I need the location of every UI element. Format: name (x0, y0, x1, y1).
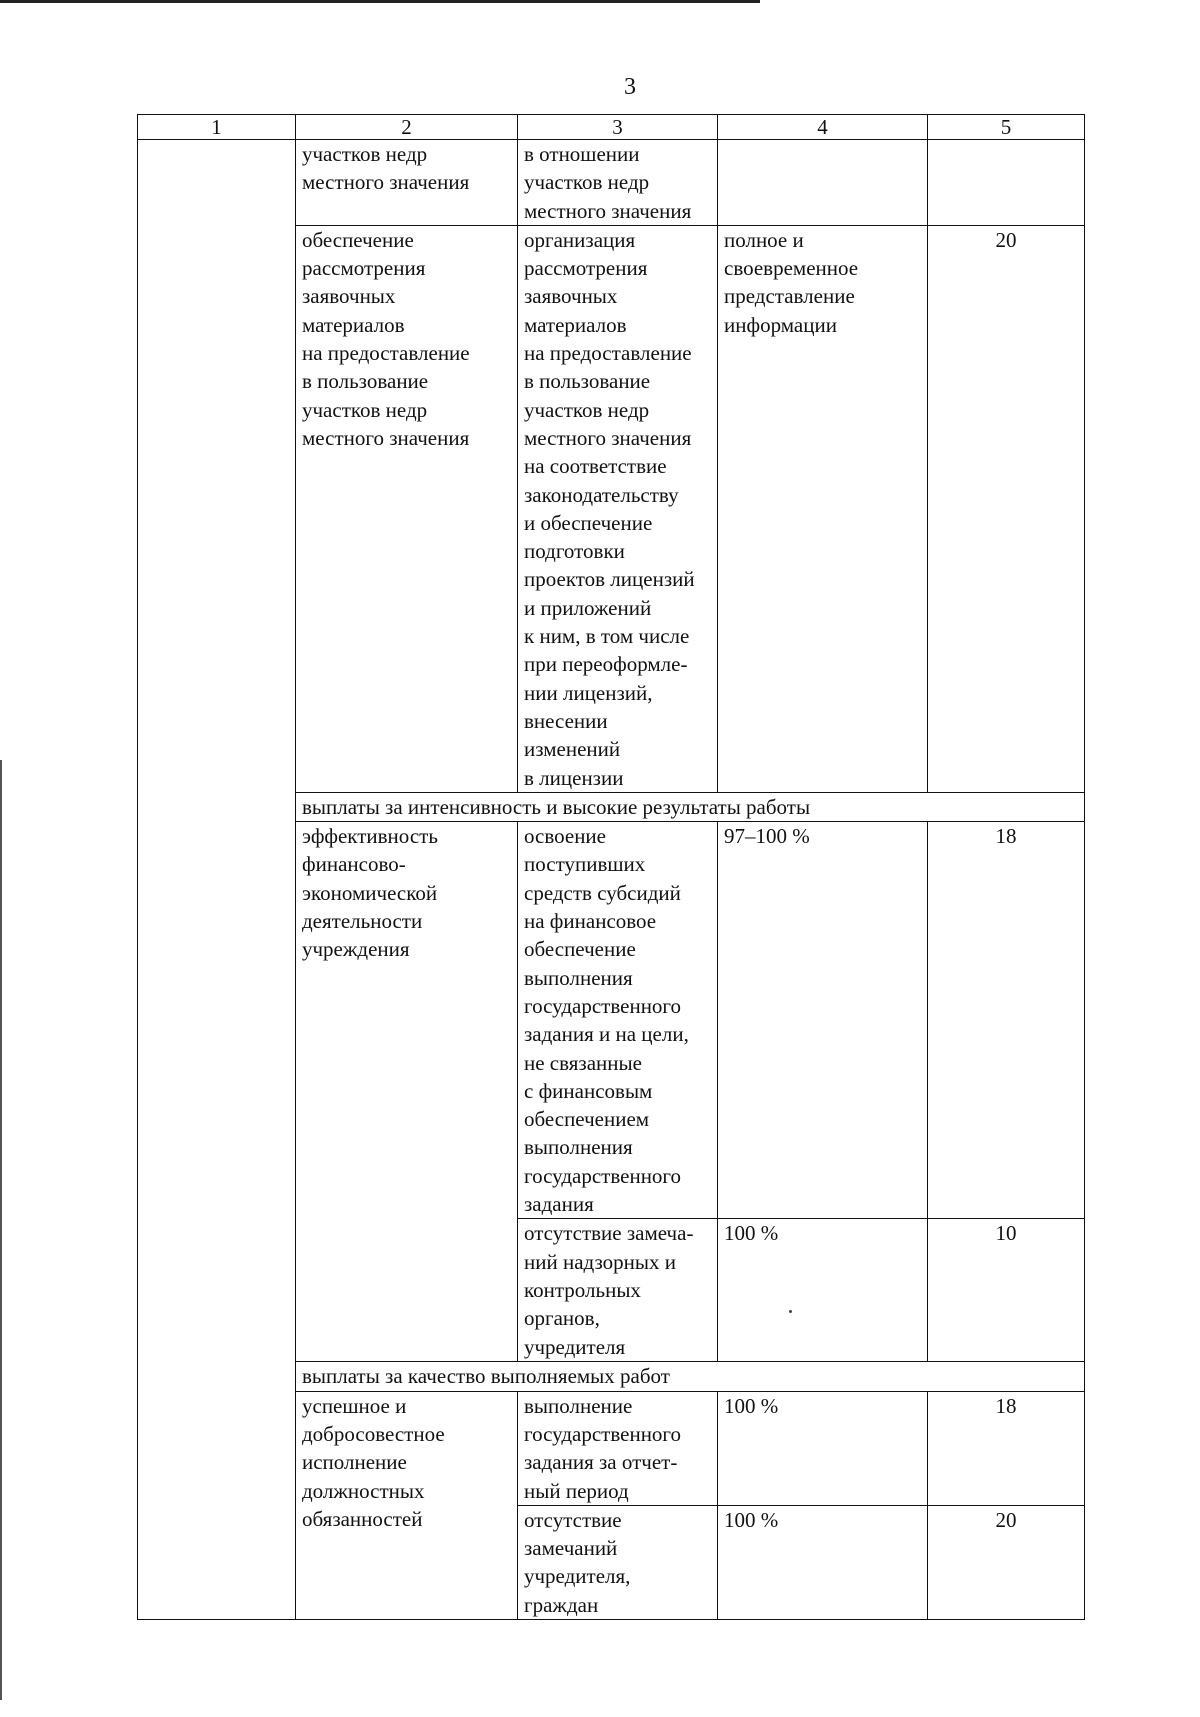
scan-edge-top (0, 0, 760, 3)
condition-cell (718, 140, 928, 226)
scan-speck (789, 1310, 792, 1313)
table-row (138, 140, 1085, 226)
criterion-cell: освоение поступивших средств субсидий на финансовое обеспечение выполнения государственного задания и на цели, не связанные с финансовым обеспечением выполнения государственного задания (518, 822, 718, 1219)
header-cell-3: 3 (518, 115, 718, 140)
value-cell: 10 (928, 1219, 1085, 1362)
indicator-cell: участков недр местного значения (296, 140, 518, 226)
criterion-cell: в отношении участков недр местного значения (518, 140, 718, 226)
condition-cell: 100 % (718, 1219, 928, 1362)
header-cell-5: 5 (928, 115, 1085, 140)
criterion-cell: организация рассмотрения заявочных материалов на предоставление в пользование участков недр местного значения на соответствие законодательству и обеспечение подготовки проектов лицензий и приложений к ним, в том числе при переоформле- нии лицензий, внесении изменений в лицензии (518, 225, 718, 792)
condition-cell: полное и своевременное представление информации (718, 225, 928, 792)
condition-cell: 100 % (718, 1505, 928, 1619)
criteria-table (137, 114, 1085, 1620)
value-cell (928, 140, 1085, 226)
section-heading-intensity: выплаты за интенсивность и высокие результаты работы (296, 792, 1085, 821)
criterion-cell: выполнение государственного задания за отчет- ный период (518, 1391, 718, 1505)
header-cell-4: 4 (718, 115, 928, 140)
value-cell: 18 (928, 822, 1085, 1219)
header-cell-2: 2 (296, 115, 518, 140)
condition-cell: 100 % (718, 1391, 928, 1505)
condition-cell: 97–100 % (718, 822, 928, 1219)
indicator-cell: эффективность финансово- экономической деятельности учреждения (296, 822, 518, 1362)
column-1-cell (138, 140, 296, 1620)
value-cell: 20 (928, 225, 1085, 792)
table-header-row (138, 115, 1085, 140)
indicator-cell: успешное и добросовестное исполнение должностных обязанностей (296, 1391, 518, 1619)
page-number: 3 (624, 74, 636, 100)
value-cell: 20 (928, 1505, 1085, 1619)
indicator-cell: обеспечение рассмотрения заявочных материалов на предоставление в пользование участков недр местного значения (296, 225, 518, 792)
scan-edge-left (0, 760, 2, 1700)
criterion-cell: отсутствие замеча- ний надзорных и контрольных органов, учредителя (518, 1219, 718, 1362)
header-cell-1: 1 (138, 115, 296, 140)
value-cell: 18 (928, 1391, 1085, 1505)
criterion-cell: отсутствие замечаний учредителя, граждан (518, 1505, 718, 1619)
section-heading-quality: выплаты за качество выполняемых работ (296, 1362, 1085, 1391)
